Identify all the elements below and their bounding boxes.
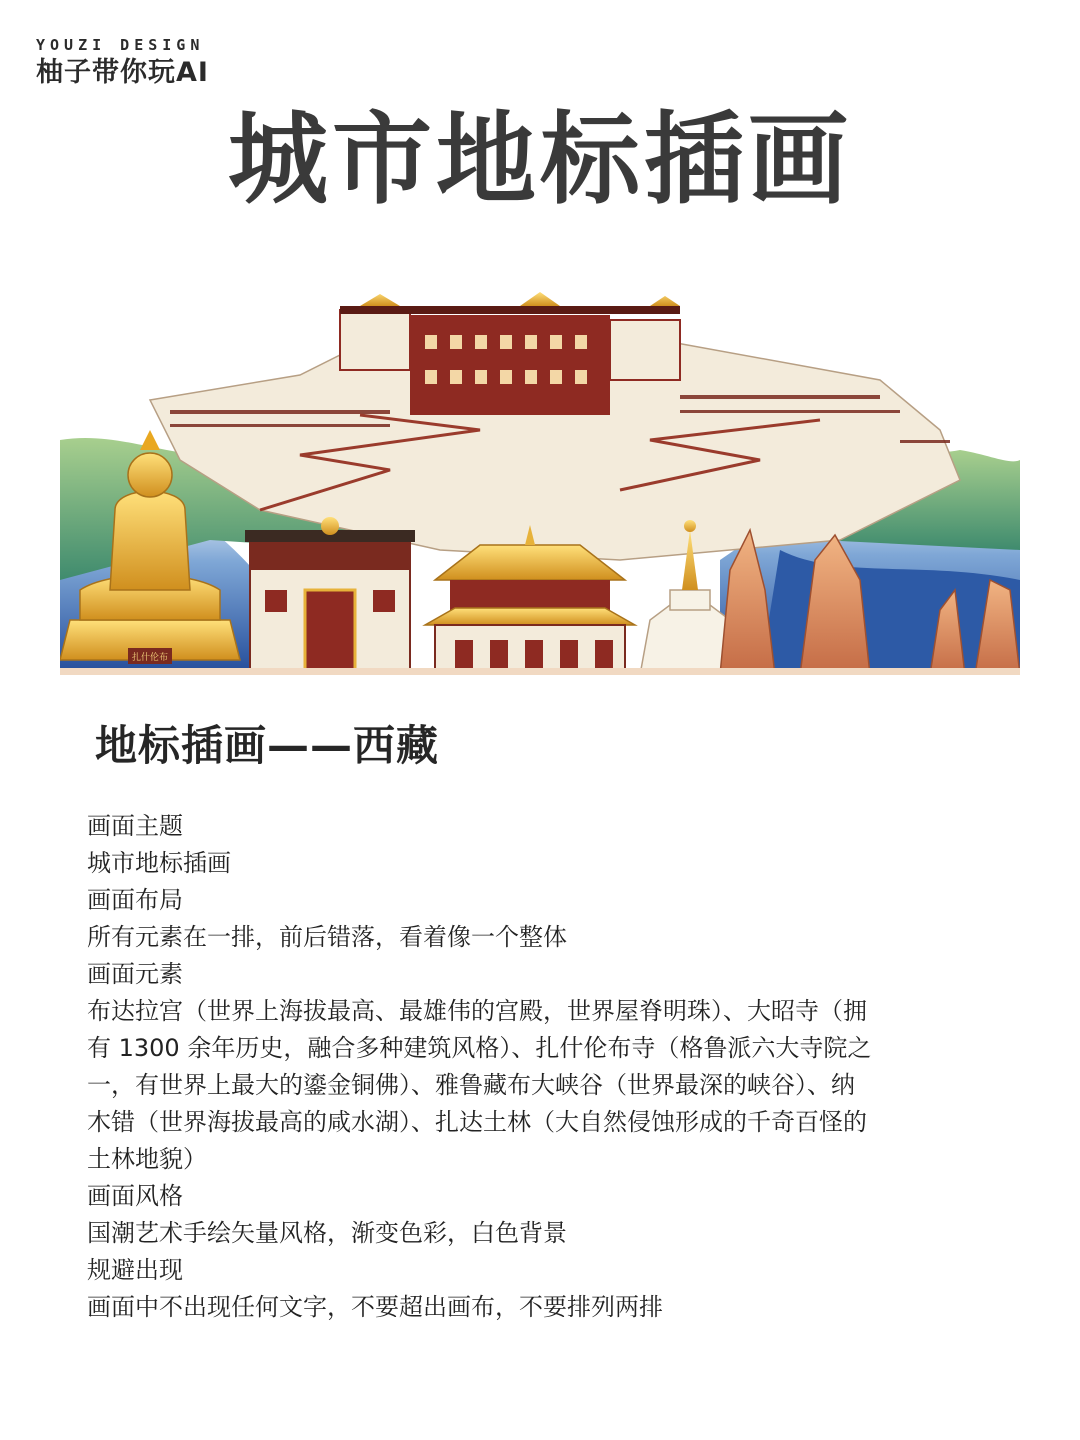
body-theme: 城市地标插画 [87,849,231,877]
brand-english: YOUZI DESIGN [36,36,205,54]
body-layout: 所有元素在一排，前后错落，看着像一个整体 [87,923,567,951]
brand-chinese: 柚子带你玩AI [36,57,209,88]
body-elements-line: 一，有世界上最大的鎏金铜佛）、雅鲁藏布大峡谷（世界最深的峡谷）、纳 [87,1071,855,1099]
body-elements-line: 布达拉宫（世界上海拔最高、最雄伟的宫殿，世界屋脊明珠）、大昭寺（拥 [87,997,867,1025]
body-elements-line: 木错（世界海拔最高的咸水湖）、扎达土林（大自然侵蚀形成的千奇百怪的 [87,1108,867,1136]
potala-red-palace [410,315,610,415]
heading-elements: 画面元素 [87,960,183,988]
heading-style: 画面风格 [87,1182,183,1210]
tibet-landmark-illustration [60,290,1020,675]
page-title: 城市地标插画 [228,101,852,218]
buddha-plaque-text: 扎什伦布 [131,653,169,663]
heading-layout: 画面布局 [87,886,183,914]
heading-avoid: 规避出现 [87,1256,183,1284]
prompt-content [87,808,987,1326]
jokhang-temple [245,517,415,675]
body-elements-line: 有 1300 余年历史，融合多种建筑风格）、扎什伦布寺（格鲁派六大寺院之 [87,1034,872,1062]
brand-logo [36,36,209,90]
heading-theme: 画面主题 [87,812,183,840]
body-style: 国潮艺术手绘矢量风格，渐变色彩，白色背景 [87,1219,567,1247]
body-elements-line: 土林地貌） [87,1145,207,1173]
body-avoid: 画面中不出现任何文字，不要超出画布，不要排列两排 [87,1293,663,1321]
section-subtitle: 地标插画——西藏 [95,721,440,770]
